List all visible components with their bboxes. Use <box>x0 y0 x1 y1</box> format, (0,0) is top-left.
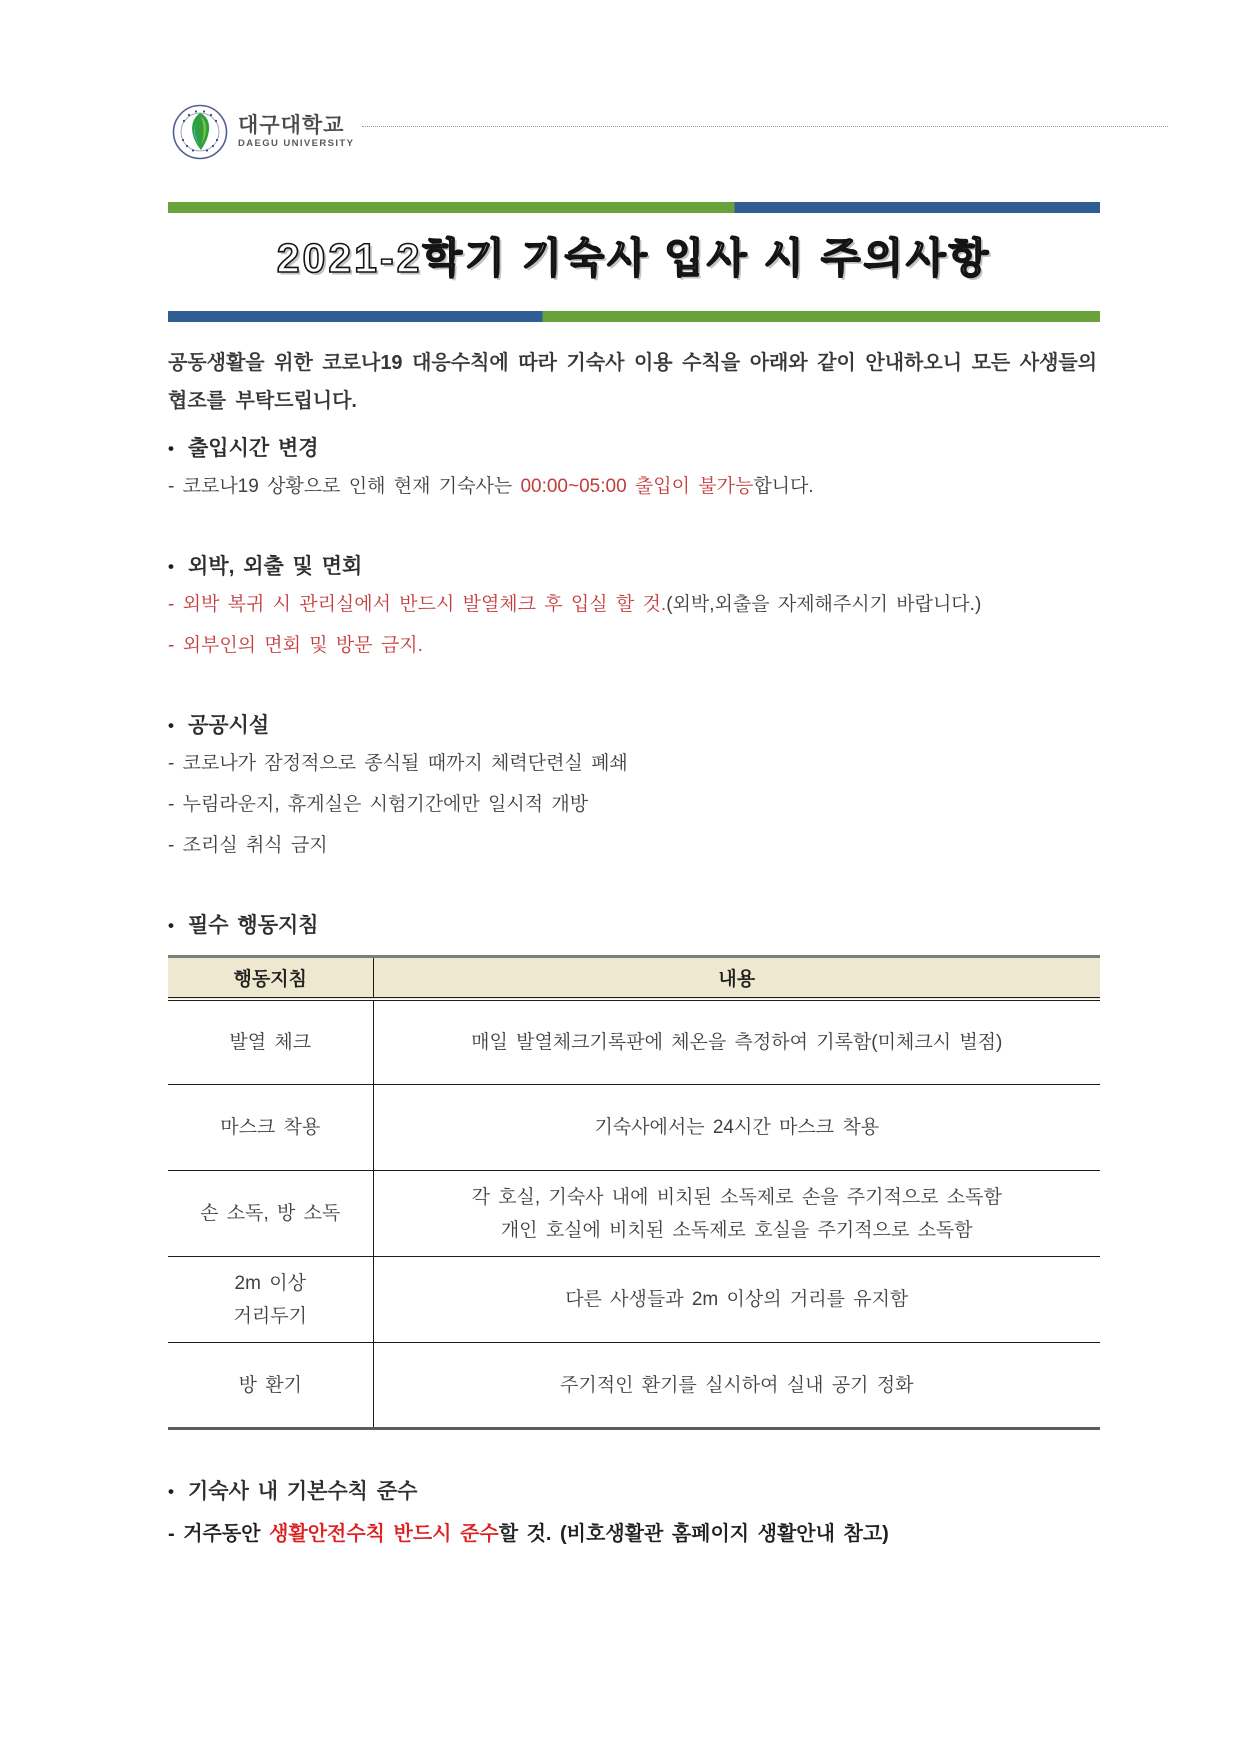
section-entry-time <box>168 434 1100 505</box>
university-logo-icon <box>172 104 228 160</box>
intro-paragraph: 공동생활을 위한 코로나19 대응수칙에 따라 기숙사 이용 수칙을 아래와 같이 안내하오니 모든 사생들의 협조를 부탁드립니다. <box>168 352 1098 412</box>
column-header-content: 내용 <box>373 957 1100 999</box>
text-segment: 할 것. (비호생활관 홈페이지 생활안내 참고) <box>498 1523 889 1545</box>
section-heading <box>168 711 1100 741</box>
cell-action <box>168 1343 373 1429</box>
section-heading <box>168 1477 1100 1507</box>
cell-content <box>373 1257 1100 1343</box>
bullet-icon: • <box>168 557 174 576</box>
section-heading-text: 기숙사 내 기본수칙 준수 <box>188 1480 418 1503</box>
table-header-row <box>168 957 1100 999</box>
text-line: 2m 이상 <box>234 1272 306 1294</box>
text-line: 거리두기 <box>233 1305 307 1327</box>
section-heading <box>168 552 1100 582</box>
section-facilities <box>168 711 1100 864</box>
list-item: - 코로나가 잠정적으로 종식될 때까지 체력단련실 폐쇄 <box>168 753 628 774</box>
text-line: 개인 호실에 비치된 소독제로 호실을 주기적으로 소독함 <box>500 1219 973 1241</box>
text-line: 마스크 착용 <box>220 1117 321 1138</box>
header-dotted-rule <box>362 126 1168 127</box>
text-line: 발열 체크 <box>229 1031 312 1053</box>
guidelines-table <box>168 955 1100 1430</box>
bullet-icon: • <box>168 716 174 735</box>
text-line: 방 환기 <box>238 1374 302 1396</box>
section-heading-text: 공공시설 <box>188 714 270 737</box>
list-item: - 조리실 취식 금지 <box>168 835 328 856</box>
cell-content <box>373 1343 1100 1429</box>
section-guidelines <box>168 911 1100 1430</box>
text-segment: (외박,외출을 자제해주시기 바랍니다.) <box>666 594 982 615</box>
text-line: 다른 사생들과 2m 이상의 거리를 유지함 <box>565 1289 909 1310</box>
highlighted-text: 생활안전수칙 반드시 준수 <box>269 1523 499 1545</box>
section-heading-text: 출입시간 변경 <box>188 437 319 460</box>
banner-bar-top <box>168 202 1100 213</box>
table-row <box>168 1343 1100 1429</box>
table-row <box>168 999 1100 1085</box>
text-segment: 합니다. <box>753 476 814 497</box>
bullet-icon: • <box>168 439 174 458</box>
highlighted-text: 00:00~05:00 출입이 불가능 <box>520 476 754 497</box>
cell-action <box>168 999 373 1085</box>
university-name-korean: 대구대학교 <box>238 114 345 137</box>
bullet-icon: • <box>168 916 174 935</box>
banner-bar-bottom <box>168 311 1100 322</box>
bullet-icon: • <box>168 1482 174 1501</box>
list-item <box>168 468 1100 505</box>
university-logo-text <box>238 114 354 150</box>
column-header-action: 행동지침 <box>168 957 373 999</box>
list-item: - 누림라운지, 휴게실은 시험기간에만 일시적 개방 <box>168 794 589 815</box>
section-basic-rules <box>168 1477 1100 1553</box>
section-outing <box>168 552 1100 664</box>
text-line: 기숙사에서는 24시간 마스크 착용 <box>594 1117 880 1138</box>
cell-content <box>373 999 1100 1085</box>
text-segment: - 코로나19 상황으로 인해 현재 기숙사는 <box>168 476 521 497</box>
table-row <box>168 1171 1100 1257</box>
list-item <box>168 1515 1100 1553</box>
list-item <box>168 586 1100 623</box>
table-row <box>168 1257 1100 1343</box>
text-segment: - 거주동안 <box>168 1523 270 1545</box>
document-body <box>168 202 1100 1553</box>
table-row <box>168 1085 1100 1171</box>
highlighted-text: - 외박 복귀 시 관리실에서 반드시 발열체크 후 입실 할 것. <box>168 594 667 615</box>
list-item: - 외부인의 면회 및 방문 금지. <box>168 635 423 656</box>
document-header <box>0 0 1240 160</box>
text-line: 매일 발열체크기록판에 체온을 측정하여 기록함(미체크시 벌점) <box>471 1031 1003 1053</box>
cell-action <box>168 1085 373 1171</box>
cell-content <box>373 1171 1100 1257</box>
section-heading-text: 필수 행동지침 <box>188 914 319 937</box>
text-line: 주기적인 환기를 실시하여 실내 공기 정화 <box>560 1374 914 1396</box>
section-heading <box>168 434 1100 464</box>
cell-action <box>168 1171 373 1257</box>
university-name-english: DAEGU UNIVERSITY <box>238 138 355 149</box>
page-title: 2021-2학기 기숙사 입사 시 주의사항 <box>276 235 992 281</box>
cell-content <box>373 1085 1100 1171</box>
cell-action <box>168 1257 373 1343</box>
section-heading <box>168 911 1100 941</box>
text-line: 손 소독, 방 소독 <box>200 1203 341 1224</box>
section-heading-text: 외박, 외출 및 면회 <box>188 555 363 578</box>
text-line: 각 호실, 기숙사 내에 비치된 소독제로 손을 주기적으로 소독함 <box>471 1186 1002 1208</box>
